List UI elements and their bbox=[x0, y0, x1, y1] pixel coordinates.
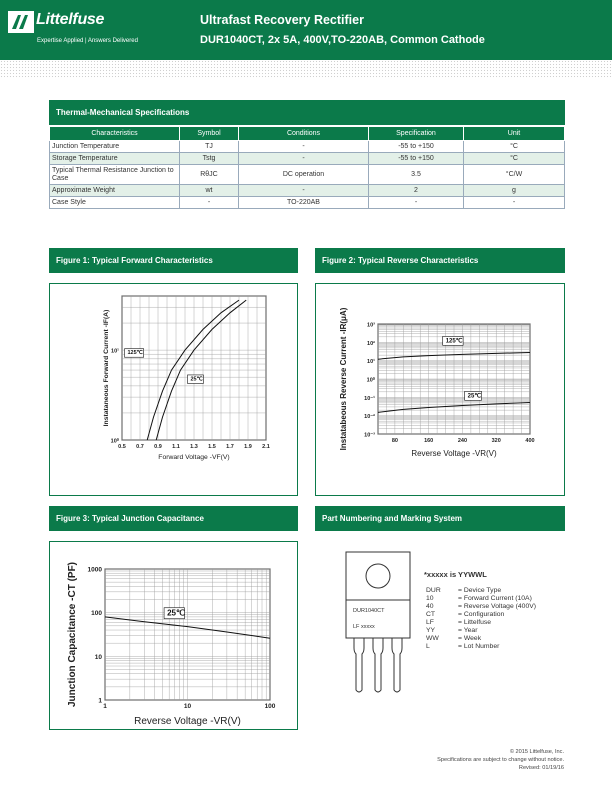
legend-row bbox=[426, 595, 536, 603]
y-tick-label: 100 bbox=[91, 610, 102, 618]
x-tick-label: 1.7 bbox=[226, 444, 234, 450]
cell-symbol: - bbox=[180, 197, 239, 209]
x-tick-label: 0.5 bbox=[118, 444, 126, 450]
legend-key: YY bbox=[426, 627, 436, 634]
figure-3-frame bbox=[49, 541, 298, 730]
page-title: Ultrafast Recovery Rectifier bbox=[200, 13, 364, 27]
cell-spec: -55 to +150 bbox=[369, 141, 464, 153]
column-header: Characteristics bbox=[50, 127, 180, 141]
to220-package-drawing bbox=[340, 550, 420, 695]
figure-2-title: Figure 2: Typical Reverse Characteristics bbox=[315, 248, 565, 273]
cell-symbol: wt bbox=[180, 185, 239, 197]
series-label: 125℃ bbox=[445, 338, 463, 345]
figure-1-frame bbox=[49, 283, 298, 496]
x-tick-label: 1.1 bbox=[172, 444, 180, 450]
thermal-spec-table bbox=[49, 126, 565, 209]
legend-value: = Week bbox=[458, 635, 482, 642]
x-tick-label: 1 bbox=[103, 703, 107, 710]
x-tick-label: 0.7 bbox=[136, 444, 144, 450]
x-tick-label: 320 bbox=[491, 438, 501, 444]
column-header: Specification bbox=[369, 127, 464, 141]
x-tick-label: 100 bbox=[264, 703, 276, 710]
x-tick-label: 1.3 bbox=[190, 444, 198, 450]
cell-characteristic: Junction Temperature bbox=[50, 141, 180, 153]
brand-name: Littelfuse bbox=[36, 11, 105, 28]
page-header bbox=[0, 0, 612, 60]
legend-key: 40 bbox=[426, 603, 434, 610]
y-tick-label: 10⁰ bbox=[366, 377, 375, 384]
cell-unit: °C/W bbox=[464, 165, 565, 185]
y-tick-label: 10⁻¹ bbox=[364, 395, 375, 402]
x-tick-label: 2.1 bbox=[262, 444, 270, 450]
legend-row bbox=[426, 619, 536, 627]
cell-symbol: RθJC bbox=[180, 165, 239, 185]
legend-value: = Year bbox=[458, 627, 478, 634]
legend-row bbox=[426, 611, 536, 619]
x-tick-label: 80 bbox=[391, 438, 398, 444]
legend-key: 10 bbox=[426, 595, 434, 602]
legend-value: = Reverse Voltage (400V) bbox=[458, 603, 537, 610]
y-tick-label: 10⁻³ bbox=[364, 432, 375, 439]
legend-row bbox=[426, 603, 536, 611]
copyright: © 2015 Littelfuse, Inc. bbox=[509, 749, 564, 755]
y-tick-label: 10¹ bbox=[111, 348, 119, 355]
cell-conditions: - bbox=[239, 141, 369, 153]
legend-key: L bbox=[426, 643, 430, 650]
cell-characteristic: Approximate Weight bbox=[50, 185, 180, 197]
cell-conditions: - bbox=[239, 185, 369, 197]
littelfuse-logo-icon bbox=[8, 11, 34, 33]
y-tick-label: 10 bbox=[94, 653, 102, 661]
table-row bbox=[50, 197, 565, 209]
cell-unit: °C bbox=[464, 141, 565, 153]
legend-row bbox=[426, 587, 536, 595]
table-header-row bbox=[50, 127, 565, 141]
legend-value: = Device Type bbox=[458, 587, 502, 594]
x-axis-label: Reverse Voltage -VR(V) bbox=[411, 449, 497, 458]
series-label: 25℃ bbox=[167, 608, 185, 618]
column-header: Unit bbox=[464, 127, 565, 141]
series-label: 25℃ bbox=[467, 393, 482, 400]
y-tick-label: 10⁰ bbox=[110, 438, 119, 445]
header-dot-pattern bbox=[0, 60, 612, 78]
revision-date: Revised: 01/19/16 bbox=[518, 765, 564, 771]
figure-2-frame bbox=[315, 283, 565, 496]
cell-unit: g bbox=[464, 185, 565, 197]
legend-key: WW bbox=[426, 635, 439, 642]
x-tick-label: 10 bbox=[183, 703, 192, 710]
legend-value: = Lot Number bbox=[458, 643, 500, 650]
y-tick-label: 10¹ bbox=[367, 359, 375, 366]
cell-characteristic: Storage Temperature bbox=[50, 153, 180, 165]
part-numbering-legend bbox=[426, 587, 536, 651]
cell-spec: -55 to +150 bbox=[369, 153, 464, 165]
change-notice: Specifications are subject to change without notice. bbox=[437, 757, 564, 763]
legend-value: = Forward Current (10A) bbox=[458, 595, 532, 602]
figure-3-title: Figure 3: Typical Junction Capacitance bbox=[49, 506, 298, 531]
legend-value: = Littelfuse bbox=[458, 619, 492, 626]
thermal-section-title: Thermal-Mechanical Specifications bbox=[49, 100, 565, 125]
part-numbering-title: Part Numbering and Marking System bbox=[315, 506, 565, 531]
x-tick-label: 1.5 bbox=[208, 444, 216, 450]
legend-key: LF bbox=[426, 619, 434, 626]
x-tick-label: 240 bbox=[457, 438, 468, 444]
legend-row bbox=[426, 635, 536, 643]
legend-value: = Configuration bbox=[458, 611, 505, 618]
reverse-characteristics-chart bbox=[316, 284, 564, 495]
legend-key: DUR bbox=[426, 587, 441, 594]
y-axis-label: Instataneous Forward Current -IF(A) bbox=[103, 309, 110, 427]
table-row bbox=[50, 153, 565, 165]
x-axis-label: Forward Voltage -VF(V) bbox=[158, 454, 230, 461]
table-row bbox=[50, 165, 565, 185]
y-axis-label: Instatabeous Reverse Current -IR(μA) bbox=[339, 307, 348, 451]
y-tick-label: 10⁻² bbox=[364, 414, 375, 421]
forward-characteristics-chart bbox=[50, 284, 297, 495]
cell-characteristic: Case Style bbox=[50, 197, 180, 209]
x-tick-label: 0.9 bbox=[154, 444, 162, 450]
y-tick-label: 10³ bbox=[367, 322, 375, 329]
legend-row bbox=[426, 627, 536, 635]
table-row bbox=[50, 141, 565, 153]
cell-symbol: Tstg bbox=[180, 153, 239, 165]
series-label: 25℃ bbox=[190, 376, 203, 383]
x-tick-label: 400 bbox=[525, 438, 535, 444]
x-tick-label: 160 bbox=[424, 438, 434, 444]
legend-key: CT bbox=[426, 611, 436, 618]
legend-row bbox=[426, 643, 536, 651]
cell-conditions: DC operation bbox=[239, 165, 369, 185]
y-tick-label: 1000 bbox=[87, 566, 102, 574]
y-axis-label: Junction Capacitance -CT (PF) bbox=[67, 561, 78, 708]
lot-marking: LF xxxxx bbox=[353, 624, 375, 630]
cell-conditions: TO-220AB bbox=[239, 197, 369, 209]
figure-1-title: Figure 1: Typical Forward Characteristics bbox=[49, 248, 298, 273]
device-marking: DUR1040CT bbox=[353, 608, 385, 614]
cell-unit: - bbox=[464, 197, 565, 209]
y-tick-label: 10² bbox=[367, 340, 375, 347]
x-axis-label: Reverse Voltage -VR(V) bbox=[134, 716, 241, 727]
x-tick-label: 1.9 bbox=[244, 444, 252, 450]
cell-symbol: TJ bbox=[180, 141, 239, 153]
cell-spec: 3.5 bbox=[369, 165, 464, 185]
junction-capacitance-chart bbox=[50, 542, 297, 729]
brand-tagline: Expertise Applied | Answers Delivered bbox=[37, 38, 138, 44]
cell-conditions: - bbox=[239, 153, 369, 165]
marking-code-line: *xxxxx is YYWWL bbox=[424, 570, 487, 579]
table-row bbox=[50, 185, 565, 197]
cell-characteristic: Typical Thermal Resistance Junction to Case bbox=[50, 165, 180, 185]
cell-spec: - bbox=[369, 197, 464, 209]
page-subtitle: DUR1040CT, 2x 5A, 400V,TO-220AB, Common Cathode bbox=[200, 34, 485, 46]
cell-spec: 2 bbox=[369, 185, 464, 197]
column-header: Symbol bbox=[180, 127, 239, 141]
y-tick-label: 1 bbox=[98, 697, 102, 705]
page-footer bbox=[437, 748, 564, 772]
column-header: Conditions bbox=[239, 127, 369, 141]
cell-unit: °C bbox=[464, 153, 565, 165]
series-label: 125℃ bbox=[127, 350, 143, 357]
